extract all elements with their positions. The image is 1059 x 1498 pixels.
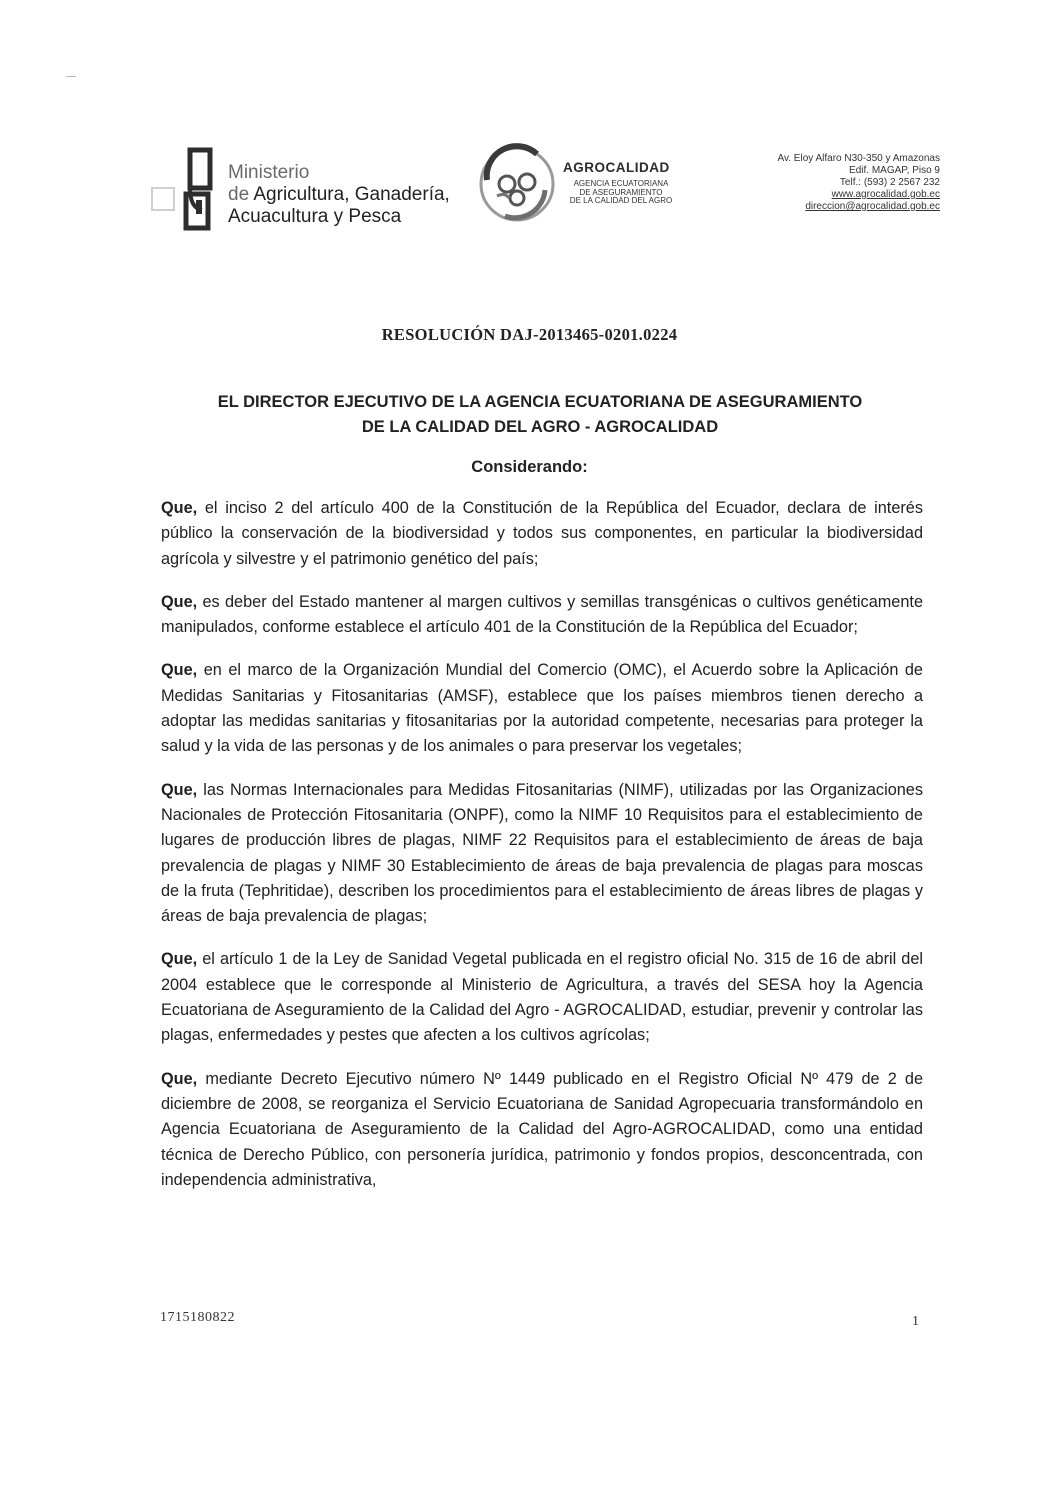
ministry-line1: Ministerio xyxy=(228,162,310,183)
paragraph xyxy=(161,947,923,1048)
ministry-line3: Acuacultura y Pesca xyxy=(228,206,402,227)
paragraph xyxy=(161,778,923,930)
agency-sub-line3: DE LA CALIDAD DEL AGRO xyxy=(569,196,673,205)
agency-subtitle xyxy=(561,180,681,206)
paragraph-lead: Que, xyxy=(161,661,198,680)
agency-sub-line1: AGENCIA ECUATORIANA xyxy=(573,179,669,188)
contact-phone: Telf.: (593) 2 2567 232 xyxy=(839,177,940,188)
considerando-heading: Considerando: xyxy=(471,458,588,476)
paragraph-text: el artículo 1 de la Ley de Sanidad Vegetal publicada en el registro oficial No. 315 de 16 de abril del 2004 establece que le corresponde al Ministerio de Agricultura, a través del SESA hoy la Agencia Ecuatoriana de Aseguramiento de la Calidad del Agro - AGROCALIDAD, estudiar, prevenir y controlar las plagas, enfermedades y pestes que afecten a los cultivos agrícolas; xyxy=(161,950,923,1045)
paragraph xyxy=(161,496,923,572)
letterhead xyxy=(150,140,940,240)
agrocalidad-emblem-icon xyxy=(475,140,559,224)
ministry-emblem-icon xyxy=(150,144,220,234)
paragraph-text: las Normas Internacionales para Medidas Fitosanitarias (NIMF), utilizadas por las Organizaciones Nacionales de Protección Fitosanitaria (ONPF), como la NIMF 10 Requisitos para el establecimiento de lugares de producción libres de plagas, NIMF 22 Requisitos para el establecimiento de áreas de baja prevalencia de plagas y NIMF 30 Establecimiento de áreas de baja prevalencia de plagas para moscas de la fruta (Tephritidae), describen los procedimientos para el establecimiento de áreas libres de plagas y áreas de baja prevalencia de plagas; xyxy=(161,780,923,926)
contact-building: Edif. MAGAP, Piso 9 xyxy=(849,165,940,176)
scan-speck xyxy=(66,76,76,77)
contact-website-link[interactable]: www.agrocalidad.gob.ec xyxy=(831,189,940,200)
paragraph-list xyxy=(161,496,923,1211)
paragraph-text: es deber del Estado mantener al margen cultivos y semillas transgénicas o cultivos genéticamente manipulados, conforme establece el artículo 401 de la Constitución de la República del Ecuador; xyxy=(161,592,923,637)
resolution-title: RESOLUCIÓN DAJ-2013465-0201.0224 xyxy=(381,325,678,344)
paragraph-lead: Que, xyxy=(161,950,198,969)
paragraph-lead: Que, xyxy=(161,592,198,611)
paragraph-lead: Que, xyxy=(161,499,198,517)
contact-block xyxy=(778,153,941,213)
ministry-name xyxy=(228,162,450,228)
footer-code: 1715180822 xyxy=(160,1310,235,1325)
agrocalidad-logo-block xyxy=(475,140,705,230)
heading-line1: EL DIRECTOR EJECUTIVO DE LA AGENCIA ECUATORIANA DE ASEGURAMIENTO xyxy=(217,393,863,411)
contact-email-link[interactable]: direccion@agrocalidad.gob.ec xyxy=(805,201,940,212)
paragraph xyxy=(161,590,923,641)
ministry-line2-prefix: de xyxy=(228,184,250,205)
agency-name: AGROCALIDAD xyxy=(563,160,670,175)
paragraph xyxy=(161,1067,923,1193)
paragraph-lead: Que, xyxy=(161,1069,198,1088)
ministry-line2: Agricultura, Ganadería, xyxy=(253,184,450,205)
contact-address: Av. Eloy Alfaro N30-350 y Amazonas xyxy=(777,153,940,164)
document-heading xyxy=(150,390,930,440)
paragraph-text: el inciso 2 del artículo 400 de la Constitución de la República del Ecuador, declara de interés público la conservación de la biodiversidad y todos sus componentes, en particular la biodiversidad agrícola y silvestre y el patrimonio genético del país; xyxy=(161,499,923,568)
page-number: 1 xyxy=(912,1314,919,1329)
paragraph-lead: Que, xyxy=(161,780,198,799)
agency-sub-line2: DE ASEGURAMIENTO xyxy=(579,187,663,197)
paragraph xyxy=(161,658,923,759)
paragraph-text: mediante Decreto Ejecutivo número Nº 1449 publicado en el Registro Oficial Nº 479 de 2 de diciembre de 2008, se reorganiza el Servicio Ecuatoriana de Sanidad Agropecuaria transformándolo en Agencia Ecuatoriana de Aseguramiento de la Calidad del Agro-AGROCALIDAD, como una entidad técnica de Derecho Público, con personería jurídica, patrimonio y fondos propios, desconcentrada, con independencia administrativa, xyxy=(161,1069,923,1189)
ministry-logo-block xyxy=(150,144,470,234)
heading-line2: DE LA CALIDAD DEL AGRO - AGROCALIDAD xyxy=(361,418,719,436)
paragraph-text: en el marco de la Organización Mundial del Comercio (OMC), el Acuerdo sobre la Aplicación de Medidas Sanitarias y Fitosanitarias (AMSF), establece que los países miembros tienen derecho a adoptar las medidas sanitarias y fitosanitarias por la autoridad competente, necesarias para proteger la salud y la vida de las personas y de los animales o para preservar los vegetales; xyxy=(161,661,923,756)
